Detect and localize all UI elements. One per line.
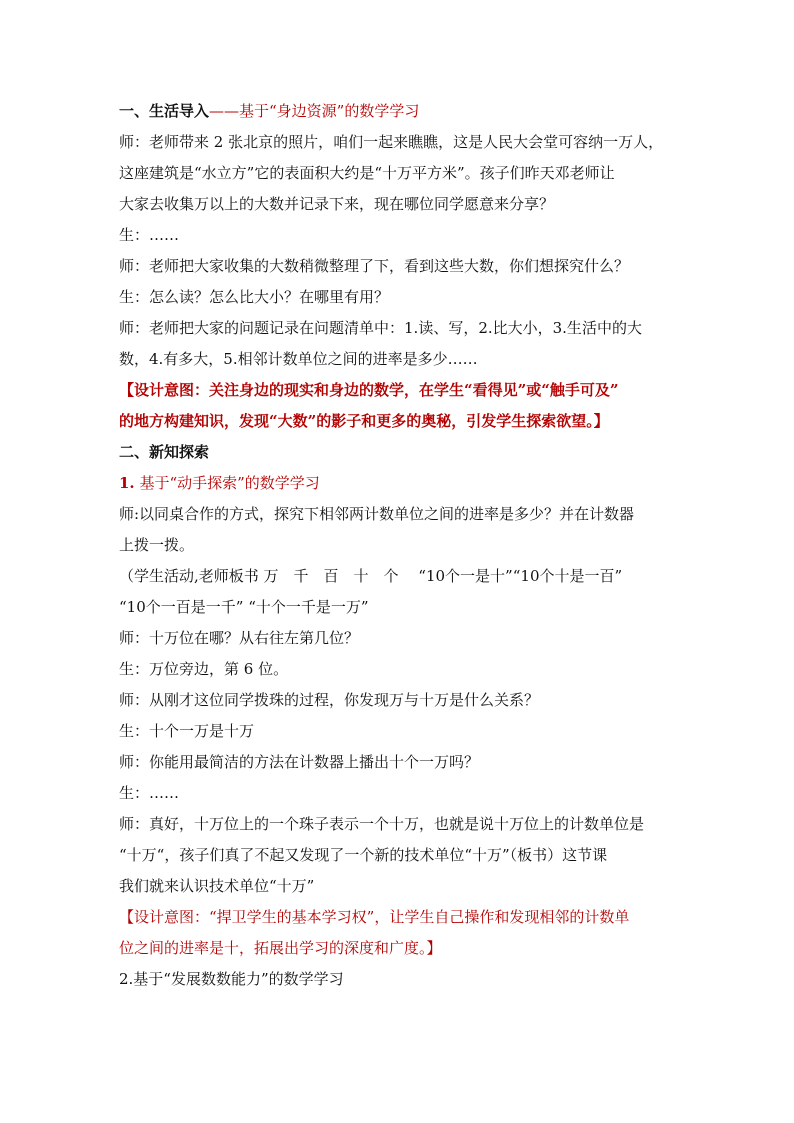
paragraph-line: 生：十个一万是十万 xyxy=(119,722,255,740)
paragraph-line: 生：…… xyxy=(119,784,180,802)
paragraph-line: 师：老师带来 2 张北京的照片，咱们一起来瞧瞧，这是人民大会堂可容纳一万人， xyxy=(119,133,664,151)
paragraph-line: 师:以同桌合作的方式，探究下相邻两计数单位之间的进率是多少？并在计数器 xyxy=(119,505,635,523)
subsection2-heading: 2.基于“发展数数能力”的数学学习 xyxy=(119,970,344,988)
paragraph-line: 这座建筑是“水立方”它的表面积大约是“十万平方米”。孩子们昨天邓老师让 xyxy=(119,164,615,182)
subsection1-heading xyxy=(119,468,679,499)
paragraph-line: 师：从刚才这位同学拨珠的过程，你发现万与十万是什么关系？ xyxy=(119,691,540,709)
paragraph-line: “10个一百是一千” “十个一千是一万” xyxy=(119,598,369,616)
paragraph-line: 数，4.有多大，5.相邻计数单位之间的进率是多少…… xyxy=(119,350,478,368)
design-intent-line: 的地方构建知识，发现“大数”的影子和更多的奥秘，引发学生探索欲望。】 xyxy=(119,412,609,430)
paragraph-line: 师：老师把大家收集的大数稍微整理了下，看到这些大数，你们想探究什么？ xyxy=(119,257,630,275)
section1-heading-subtitle: ——基于“身边资源”的数学学习 xyxy=(209,102,420,120)
subsection1-title: 基于“动手探索”的数学学习 xyxy=(139,474,320,492)
paragraph-line: 生：…… xyxy=(119,226,180,244)
paragraph-line: 生：怎么读？怎么比大小？在哪里有用？ xyxy=(119,288,390,306)
subsection1-number: 1. xyxy=(119,474,135,492)
paragraph-line: 生：万位旁边，第 6 位。 xyxy=(119,660,289,678)
section1-heading xyxy=(119,96,679,127)
paragraph-line: 我们就来认识技术单位“十万” xyxy=(119,877,315,895)
paragraph-line: 师：真好，十万位上的一个珠子表示一个十万，也就是说十万位上的计数单位是 xyxy=(119,815,645,833)
paragraph-line: 上拨一拨。 xyxy=(119,536,195,554)
design-intent-line: 位之间的进率是十，拓展出学习的深度和广度。】 xyxy=(119,939,442,957)
section1-heading-title: 一、生活导入 xyxy=(119,102,210,120)
section2-heading: 二、新知探索 xyxy=(119,443,210,461)
paragraph-line: “十万“，孩子们真了不起又发现了一个新的技术单位“十万”（板书）这节课 xyxy=(119,846,608,864)
paragraph-line: 大家去收集万以上的大数并记录下来，现在哪位同学愿意来分享？ xyxy=(119,195,555,213)
document-page xyxy=(119,96,679,995)
design-intent-line: 【设计意图：关注身边的现实和身边的数学，在学生“看得见”或“触手可及” xyxy=(119,381,619,399)
paragraph-line: （学生活动,老师板书 万 千 百 十 个 “10个一是十”“10个十是一百” xyxy=(119,567,623,585)
paragraph-line: 师：十万位在哪？从右往左第几位？ xyxy=(119,629,360,647)
paragraph-line: 师：你能用最简洁的方法在计数器上播出十个一万吗？ xyxy=(119,753,480,771)
paragraph-line: 师：老师把大家的问题记录在问题清单中：1.读、写，2.比大小，3.生活中的大 xyxy=(119,319,642,337)
design-intent-line: 【设计意图：“捍卫学生的基本学习权”，让学生自己操作和发现相邻的计数单 xyxy=(119,908,630,926)
